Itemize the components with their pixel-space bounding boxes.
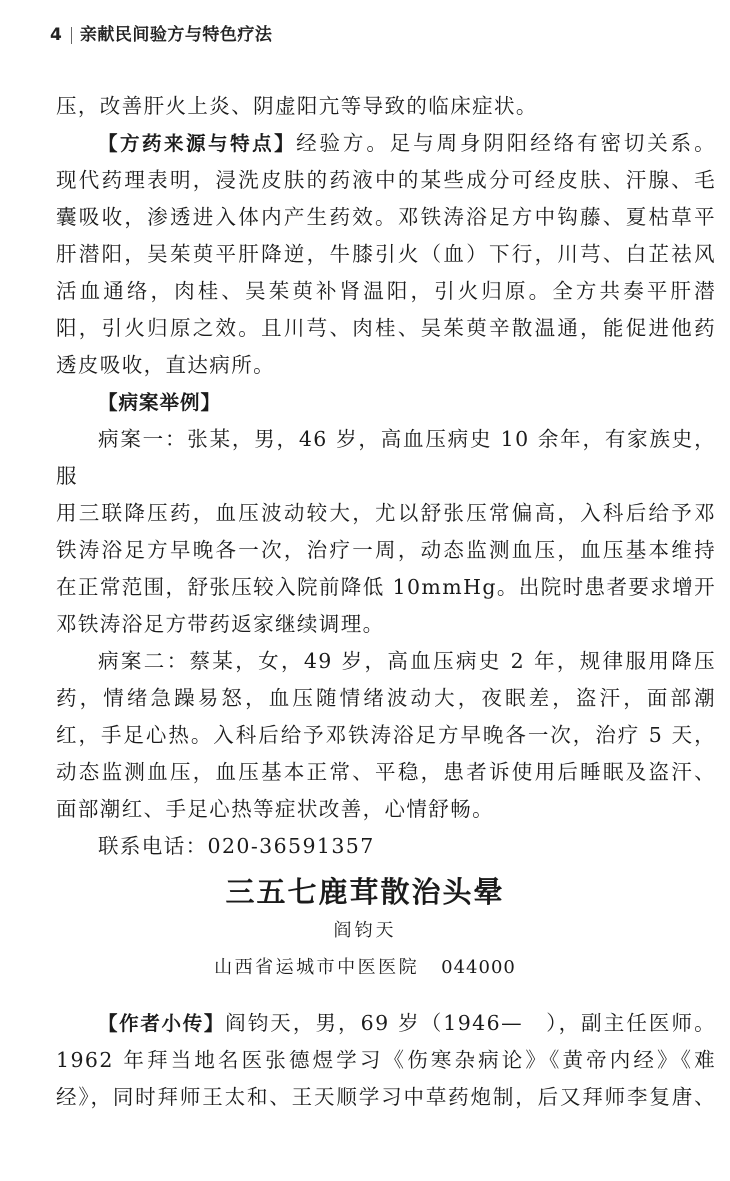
postcode: 044000 <box>441 957 516 978</box>
author-name: 阎钧天 <box>333 920 397 941</box>
affiliation-name: 山西省运城市中医医院 <box>214 957 420 978</box>
case1-line: 邓铁涛浴足方带药返家继续调理。 <box>56 612 385 636</box>
article2-body <box>56 1005 716 1116</box>
book-title: 亲献民间验方与特色疗法 <box>79 25 273 45</box>
case2-line: 红，手足心热。入科后给予邓铁涛浴足方早晚各一次，治疗 5 天， <box>56 723 716 747</box>
source-heading: 【方药来源与特点】 <box>98 132 297 155</box>
source-first-text: 经验方。足与周身阴阳经络有密切关系。 <box>296 131 716 155</box>
author-affiliation <box>0 955 730 981</box>
source-line: 囊吸收，渗透进入体内产生药效。邓铁涛浴足方中钩藤、夏枯草平 <box>56 205 716 229</box>
case-heading: 【病案举例】 <box>98 391 222 414</box>
case2-line: 病案二：蔡某，女，49 岁，高血压病史 2 年，规律服用降压 <box>98 649 716 673</box>
case1-line: 用三联降压药，血压波动较大，尤以舒张压常偏高，入科后给予邓 <box>56 501 716 525</box>
bio-line: 1962 年拜当地名医张德煜学习《伤寒杂病论》《黄帝内经》《难 <box>56 1048 716 1072</box>
article-title: 三五七鹿茸散治头晕 <box>225 875 505 909</box>
case-heading-line <box>56 384 716 421</box>
article1-body <box>56 88 716 865</box>
source-line: 活血通络，肉桂、吴茱萸补肾温阳，引火归原。全方共奏平肝潜 <box>56 279 716 303</box>
intro-line: 压，改善肝火上炎、阴虚阳亢等导致的临床症状。 <box>56 94 538 118</box>
bio-first-line <box>56 1005 716 1042</box>
page-number: 4 <box>50 25 62 45</box>
source-line: 透皮吸收，直达病所。 <box>56 353 275 377</box>
source-line: 阳，引火归原之效。且川芎、肉桂、吴茱萸辛散温通，能促进他药 <box>56 316 716 340</box>
case2-line: 动态监测血压，血压基本正常、平稳，患者诉使用后睡眠及盗汗、 <box>56 760 716 784</box>
bio-first-text: 阎钧天，男，69 岁（1946— ），副主任医师。 <box>225 1011 716 1035</box>
header-divider <box>71 27 72 44</box>
source-line: 肝潜阳，吴茱萸平肝降逆，牛膝引火（血）下行，川芎、白芷祛风 <box>56 242 716 266</box>
source-paragraph-first-line <box>56 125 716 162</box>
case2-line: 面部潮红、手足心热等症状改善，心情舒畅。 <box>56 797 494 821</box>
case1-line: 病案一：张某，男，46 岁，高血压病史 10 余年，有家族史，服 <box>56 427 716 488</box>
case2-line: 药，情绪急躁易怒，血压随情绪波动大，夜眠差，盗汗，面部潮 <box>56 686 716 710</box>
contact-line: 联系电话：020-36591357 <box>98 834 375 858</box>
bio-line: 经》，同时拜师王太和、王天顺学习中草药炮制，后又拜师李复唐、 <box>56 1085 716 1109</box>
source-line: 现代药理表明，浸洗皮肤的药液中的某些成分可经皮肤、汗腺、毛 <box>56 168 716 192</box>
case1-line: 在正常范围，舒张压较入院前降低 10mmHg。出院时患者要求增开 <box>56 575 716 599</box>
bio-heading: 【作者小传】 <box>98 1012 226 1035</box>
case1-line: 铁涛浴足方早晚各一次，治疗一周，动态监测血压，血压基本维持 <box>56 538 716 562</box>
running-header <box>50 22 272 48</box>
